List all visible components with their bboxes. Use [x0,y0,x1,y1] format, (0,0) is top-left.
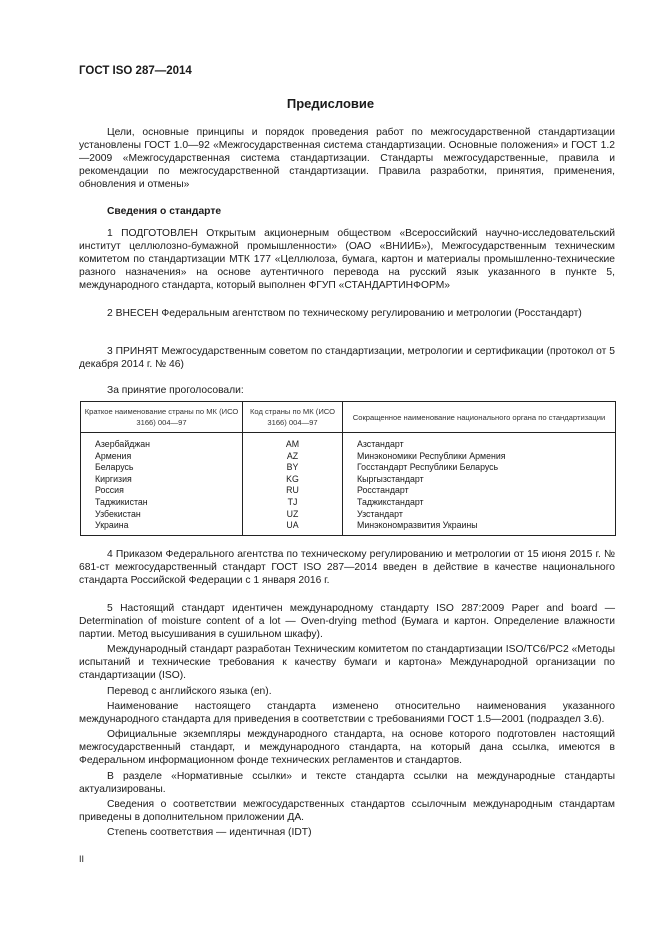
item-5-degree-paragraph: Степень соответствия — идентичная (IDT) [107,827,312,838]
body-cell: Госстандарт Республики Беларусь [343,462,616,474]
code-cell: AM [243,433,343,451]
body-cell: Азстандарт [343,433,616,451]
item-5-paragraph: 5 Настоящий стандарт идентичен международному стандарту ISO 287:2009 Paper and board — Determination of moisture content of a lot — Oven-drying method (Бумага и картон. Определение влажности партии. Метод высушивания в сушильном шкафу). [79,603,615,640]
item-3-paragraph: 3 ПРИНЯТ Межгосударственным советом по стандартизации, метрологии и сертификации (протокол от 5 декабря 2014 г. № 46) [79,346,615,370]
country-cell: Армения [81,451,243,463]
code-cell: RU [243,485,343,497]
country-cell: Беларусь [81,462,243,474]
item-2-paragraph: 2 ВНЕСЕН Федеральным агентством по техническому регулированию и метрологии (Росстандарт) [107,308,582,319]
country-cell: Россия [81,485,243,497]
table-row [81,520,616,535]
body-cell: Росстандарт [343,485,616,497]
body-cell: Кыргызстандарт [343,474,616,486]
body-cell: Узстандарт [343,509,616,521]
item-5-development-paragraph: Международный стандарт разработан Техническим комитетом по стандартизации ISO/TC6/PC2 «Методы испытаний и технические требования к качеству бумаги и картона» Международной организации по стандартизации (ISO). [79,644,615,681]
body-cell: Минэкономики Республики Армения [343,451,616,463]
intro-paragraph: Цели, основные принципы и порядок проведения работ по межгосударственной стандартизации установлены ГОСТ 1.0—92 «Межгосударственная система стандартизации. Основные положения» и ГОСТ 1.2—2009 «Межгосударственная система стандартизации. Стандарты межгосударственные, правила и рекомендации по межгосударственной стандартизации. Правила разработки, принятия, применения, обновления и отмены» [79,127,615,190]
table-header-row [81,402,616,433]
column-header-country: Краткое наименование страны по МК (ИСО 3166) 004—97 [81,402,243,433]
document-code-header: ГОСТ ISO 287—2014 [79,65,192,77]
country-cell: Таджикистан [81,497,243,509]
table-row [81,485,616,497]
code-cell: TJ [243,497,343,509]
table-row [81,509,616,521]
item-5-annex-paragraph: Сведения о соответствии межгосударственных стандартов ссылочным международным стандартам приведены в дополнительном приложении ДА. [79,799,615,823]
page-number: II [79,854,85,864]
item-5-name-change-paragraph: Наименование настоящего стандарта изменено относительно наименования указанного международного стандарта для приведения в соответствии с требованиями ГОСТ 1.5—2001 (подраздел 3.6). [79,701,615,725]
page-title: Предисловие [286,96,375,111]
table-row [81,433,616,451]
body-cell: Таджикстандарт [343,497,616,509]
code-cell: UA [243,520,343,535]
item-1-paragraph: 1 ПОДГОТОВЛЕН Открытым акционерным обществом «Всероссийский научно-исследовательский институт целлюлозно-бумажной промышленности» (ОАО «ВНИИБ»), Межгосударственным техническим комитетом по стандартизации МТК 177 «Целлюлоза, бумага, картон и материалы промышленно-технические разного назначения» на основе аутентичного перевода на русский язык указанного в пункте 5, международного стандарта, который выполнен ФГУП «СТАНДАРТИНФОРМ» [79,228,615,291]
column-header-body: Сокращенное наименование национального органа по стандартизации [343,402,616,433]
country-cell: Азербайджан [81,433,243,451]
item-5-copies-paragraph: Официальные экземпляры международного стандарта, на основе которого подготовлен настоящий межгосударственный стандарт, и международного стандарта, на который дана ссылка, имеются в Федеральном информационном фонде технических регламентов и стандартов. [79,729,615,766]
table-row [81,451,616,463]
body-cell: Минэкономразвития Украины [343,520,616,535]
item-5-translation-paragraph: Перевод с английского языка (en). [107,686,272,697]
section-heading: Сведения о стандарте [107,206,222,217]
voting-table [80,401,616,536]
item-5-references-paragraph: В разделе «Нормативные ссылки» и тексте стандарта ссылки на международные стандарты актуализированы. [79,771,615,795]
country-cell: Киргизия [81,474,243,486]
table-row [81,462,616,474]
code-cell: AZ [243,451,343,463]
item-4-paragraph: 4 Приказом Федерального агентства по техническому регулированию и метрологии от 15 июня 2015 г. № 681-ст межгосударственный стандарт ГОСТ ISO 287—2014 введен в действие в качестве национального стандарта Российской Федерации с 1 января 2016 г. [79,549,615,586]
code-cell: BY [243,462,343,474]
table-row [81,497,616,509]
column-header-code: Код страны по МК (ИСО 3166) 004—97 [243,402,343,433]
vote-caption: За принятие проголосовали: [107,385,244,396]
code-cell: KG [243,474,343,486]
country-cell: Украина [81,520,243,535]
code-cell: UZ [243,509,343,521]
country-cell: Узбекистан [81,509,243,521]
table-row [81,474,616,486]
